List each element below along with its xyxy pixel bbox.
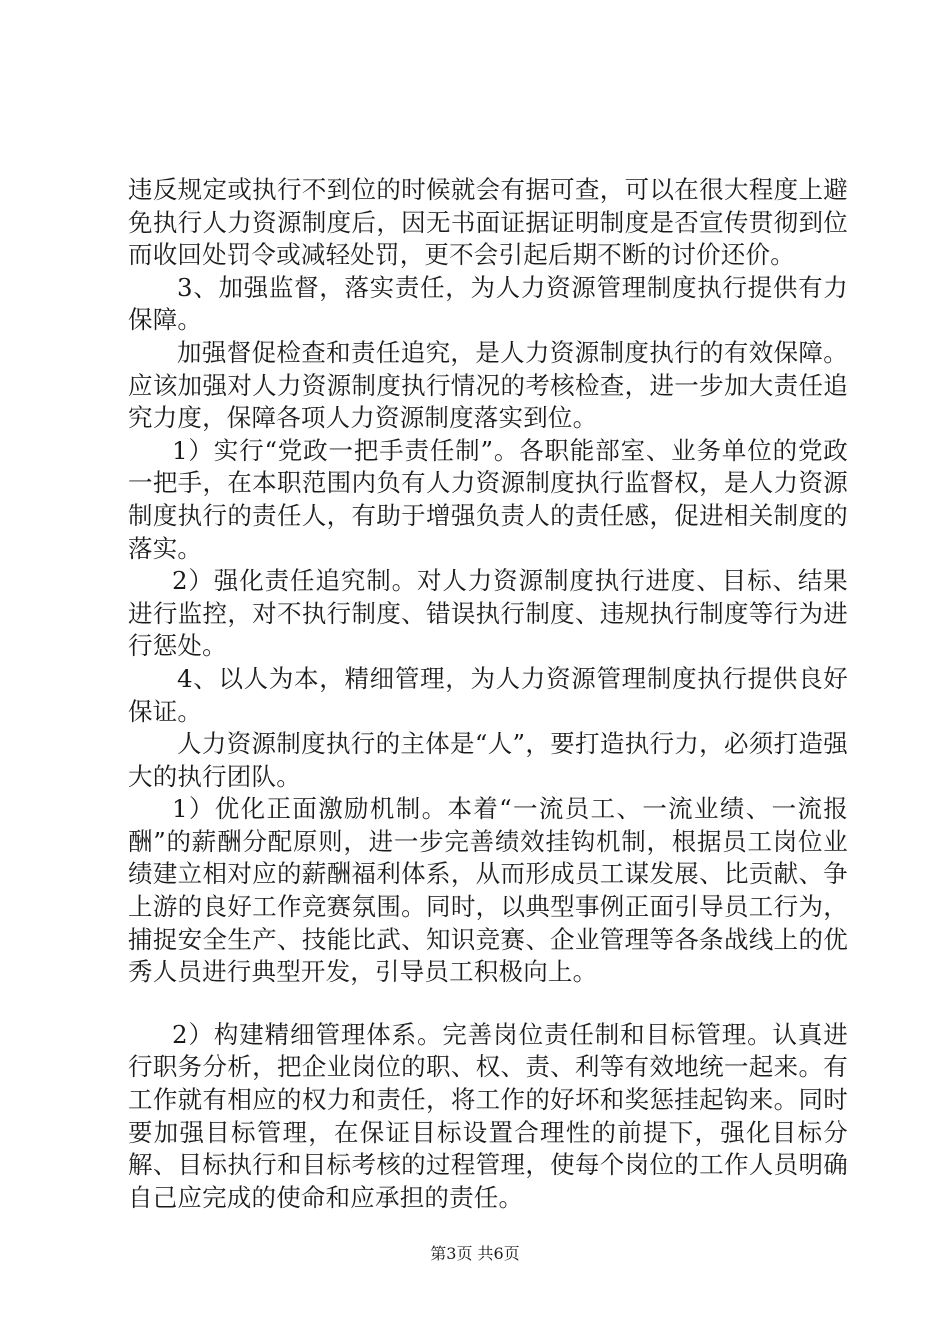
paragraph-people-oriented: 人力资源制度执行的主体是“人”，要打造执行力，必须打造强大的执行团队。 — [128, 729, 848, 791]
item-incentive-mechanism: 1）优化正面激励机制。本着“一流员工、一流业绩、一流报酬”的薪酬分配原则，进一步完善绩效挂钩机制，根据员工岗位业绩建立相对应的薪酬福利体系，从而形成员工谋发展、比贡献、争上游的良好工作竞赛氛围。同时，以典型事例正面引导员工行为，捕捉安全生产、技能比武、知识竞赛、企业管理等各条战线上的优秀人员进行典型开发，引导员工积极向上。 — [128, 794, 848, 987]
section-heading-3: 3、加强监督，落实责任，为人力资源管理制度执行提供有力保障。 — [128, 272, 848, 335]
paragraph-supervision: 加强督促检查和责任追究，是人力资源制度执行的有效保障。应该加强对人力资源制度执行情况的考核检查，进一步加大责任追究力度，保障各项人力资源制度落实到位。 — [128, 337, 848, 433]
item-fine-management: 2）构建精细管理体系。完善岗位责任制和目标管理。认真进行职务分析，把企业岗位的职、权、责、利等有效地统一起来。有工作就有相应的权力和责任，将工作的好坏和奖惩挂起钩来。同时要加强目标管理，在保证目标设置合理性的前提下，强化目标分解、目标执行和目标考核的过程管理，使每个岗位的工作人员明确自己应完成的使命和应承担的责任。 — [128, 1019, 848, 1212]
document-body — [128, 174, 848, 1214]
item-leader-responsibility: 1）实行“党政一把手责任制”。各职能部室、业务单位的党政一把手，在本职范围内负有人力资源制度执行监督权，是人力资源制度执行的责任人，有助于增强负责人的责任感，促进相关制度的落实。 — [128, 435, 848, 563]
paragraph-continuation: 违反规定或执行不到位的时候就会有据可查，可以在很大程度上避免执行人力资源制度后，因无书面证据证明制度是否宣传贯彻到位而收回处罚令或减轻处罚，更不会引起后期不断的讨价还价。 — [128, 175, 848, 270]
paragraph-gap — [128, 989, 848, 1019]
item-accountability: 2）强化责任追究制。对人力资源制度执行进度、目标、结果进行监控，对不执行制度、错误执行制度、违规执行制度等行为进行惩处。 — [128, 566, 848, 661]
section-heading-4: 4、以人为本，精细管理，为人力资源管理制度执行提供良好保证。 — [128, 663, 848, 726]
page-footer: 第3页 共6页 — [430, 1244, 520, 1263]
